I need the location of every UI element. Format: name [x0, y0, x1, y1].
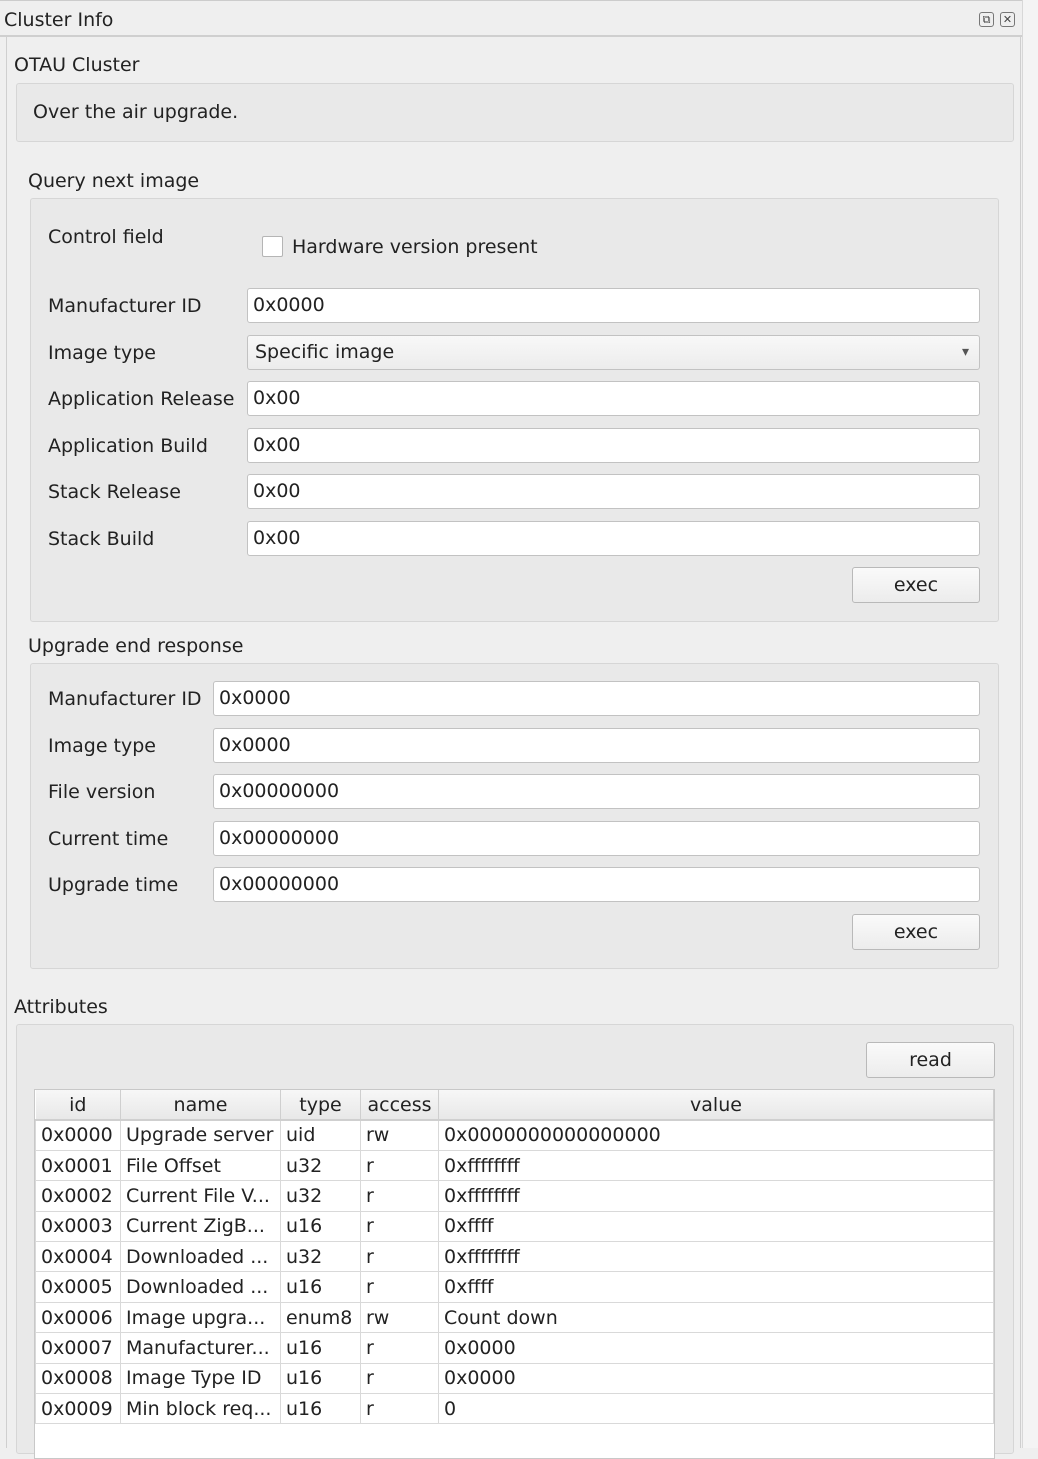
field-value: 0x00 [253, 433, 301, 456]
table-row[interactable] [36, 1120, 994, 1150]
field-value: 0x00 [253, 526, 301, 549]
field-value: 0x00000000 [219, 826, 340, 849]
float-icon[interactable]: ⧉ [979, 12, 994, 27]
cell-value[interactable]: 0xffffffff [439, 1242, 994, 1272]
field-value: 0x00 [253, 480, 301, 502]
field-label: File version [48, 781, 156, 803]
hardware-version-checkbox[interactable] [262, 236, 283, 257]
cell-access[interactable]: r [361, 1242, 439, 1272]
read-button[interactable]: read [866, 1042, 995, 1078]
cell-name[interactable]: Image upgra... [121, 1302, 281, 1332]
field-label: Manufacturer ID [48, 688, 202, 710]
cluster-name: OTAU Cluster [14, 54, 140, 76]
window-title: Cluster Info [4, 9, 114, 31]
cell-name[interactable]: File Offset [121, 1150, 281, 1180]
field-input[interactable] [213, 774, 980, 809]
cell-value[interactable]: 0xffffffff [439, 1181, 994, 1211]
field-value: Specific image [255, 340, 395, 363]
splitter[interactable] [1022, 0, 1038, 1448]
table-row[interactable] [36, 1150, 994, 1180]
column-header-value[interactable]: value [439, 1090, 994, 1120]
cell-type[interactable]: u16 [281, 1333, 361, 1363]
cell-name[interactable]: Upgrade server [121, 1120, 281, 1150]
cell-type[interactable]: uid [281, 1120, 361, 1150]
field-value: 0x0000 [253, 294, 325, 316]
cell-value[interactable]: 0xffff [439, 1211, 994, 1241]
close-icon[interactable]: ✕ [1000, 12, 1015, 27]
cell-type[interactable]: u32 [281, 1242, 361, 1272]
table-row[interactable] [36, 1242, 994, 1272]
dock-title-bar [0, 0, 1022, 37]
field-input[interactable] [247, 288, 980, 323]
cell-access[interactable]: r [361, 1181, 439, 1211]
cell-access[interactable]: r [361, 1333, 439, 1363]
description-box [16, 83, 1014, 142]
cell-id[interactable]: 0x0001 [36, 1150, 121, 1180]
hardware-version-label[interactable]: Hardware version present [292, 236, 538, 258]
image-type-select[interactable] [247, 335, 980, 370]
field-input[interactable] [213, 867, 980, 902]
chevron-down-icon: ▾ [961, 343, 969, 360]
cell-access[interactable]: r [361, 1272, 439, 1302]
cell-name[interactable]: Current File V... [121, 1181, 281, 1211]
field-input[interactable] [213, 728, 980, 763]
column-header-id[interactable]: id [36, 1090, 121, 1120]
cell-value[interactable]: 0xffffffff [439, 1150, 994, 1180]
cell-type[interactable]: u16 [281, 1363, 361, 1393]
field-input[interactable] [247, 521, 980, 556]
attributes-table-view[interactable] [34, 1089, 995, 1459]
cell-id[interactable]: 0x0007 [36, 1333, 121, 1363]
table-row[interactable] [36, 1211, 994, 1241]
attributes-title: Attributes [14, 996, 108, 1018]
cell-type[interactable]: u16 [281, 1211, 361, 1241]
cell-value[interactable]: 0x0000000000000000 [439, 1120, 994, 1150]
field-label: Image type [48, 341, 156, 364]
cell-value[interactable]: 0 [439, 1394, 994, 1424]
field-input[interactable] [213, 681, 980, 716]
column-header-type[interactable]: type [281, 1090, 361, 1120]
field-value: 0x00 [253, 387, 301, 409]
cell-id[interactable]: 0x0009 [36, 1394, 121, 1424]
cell-value[interactable]: 0x0000 [439, 1363, 994, 1393]
cell-value[interactable]: Count down [439, 1302, 994, 1332]
cell-access[interactable]: r [361, 1394, 439, 1424]
cell-name[interactable]: Downloaded ... [121, 1242, 281, 1272]
cell-id[interactable]: 0x0006 [36, 1302, 121, 1332]
query-title: Query next image [28, 170, 200, 192]
cell-id[interactable]: 0x0004 [36, 1242, 121, 1272]
field-value: 0x00000000 [219, 780, 340, 802]
field-label: Manufacturer ID [48, 295, 202, 317]
field-label: Image type [48, 734, 156, 757]
cell-type[interactable]: enum8 [281, 1302, 361, 1332]
cell-value[interactable]: 0xffff [439, 1272, 994, 1302]
cell-id[interactable]: 0x0005 [36, 1272, 121, 1302]
cell-access[interactable]: r [361, 1150, 439, 1180]
cluster-description: Over the air upgrade. [33, 101, 239, 123]
table-row[interactable] [36, 1394, 994, 1424]
cell-id[interactable]: 0x0003 [36, 1211, 121, 1241]
field-label: Application Build [48, 434, 208, 457]
table-row[interactable] [36, 1302, 994, 1332]
control-field-label: Control field [48, 226, 164, 248]
column-header-name[interactable]: name [121, 1090, 281, 1120]
cell-type[interactable]: u16 [281, 1272, 361, 1302]
field-value: 0x00000000 [219, 873, 340, 895]
field-label: Application Release [48, 388, 235, 410]
cell-name[interactable]: Manufacturer... [121, 1333, 281, 1363]
cell-name[interactable]: Current ZigB... [121, 1211, 281, 1241]
table-row[interactable] [36, 1181, 994, 1211]
cell-type[interactable]: u16 [281, 1394, 361, 1424]
cell-type[interactable]: u32 [281, 1150, 361, 1180]
table-row[interactable] [36, 1333, 994, 1363]
field-input[interactable] [213, 821, 980, 856]
field-value: 0x0000 [219, 687, 291, 709]
cell-type[interactable]: u32 [281, 1181, 361, 1211]
cell-access[interactable]: rw [361, 1302, 439, 1332]
query-exec-button[interactable]: exec [852, 567, 980, 603]
cell-id[interactable]: 0x0000 [36, 1120, 121, 1150]
field-label: Stack Build [48, 527, 155, 550]
field-value: 0x0000 [219, 733, 291, 756]
attributes-table [35, 1090, 994, 1424]
cell-id[interactable]: 0x0008 [36, 1363, 121, 1393]
field-label: Stack Release [48, 481, 181, 503]
cell-name[interactable]: Downloaded ... [121, 1272, 281, 1302]
field-input[interactable] [247, 428, 980, 463]
cell-access[interactable]: rw [361, 1120, 439, 1150]
cell-access[interactable]: r [361, 1211, 439, 1241]
table-row[interactable] [36, 1363, 994, 1393]
cell-access[interactable]: r [361, 1363, 439, 1393]
field-input[interactable] [247, 381, 980, 416]
cell-value[interactable]: 0x0000 [439, 1333, 994, 1363]
field-label: Upgrade time [48, 874, 179, 896]
cell-name[interactable]: Image Type ID [121, 1363, 281, 1393]
table-row[interactable] [36, 1272, 994, 1302]
field-label: Current time [48, 827, 169, 850]
upgrade-exec-button[interactable]: exec [852, 914, 980, 950]
field-input[interactable] [247, 474, 980, 509]
column-header-access[interactable]: access [361, 1090, 439, 1120]
cell-name[interactable]: Min block req... [121, 1394, 281, 1424]
cell-id[interactable]: 0x0002 [36, 1181, 121, 1211]
upgrade-title: Upgrade end response [28, 635, 244, 657]
